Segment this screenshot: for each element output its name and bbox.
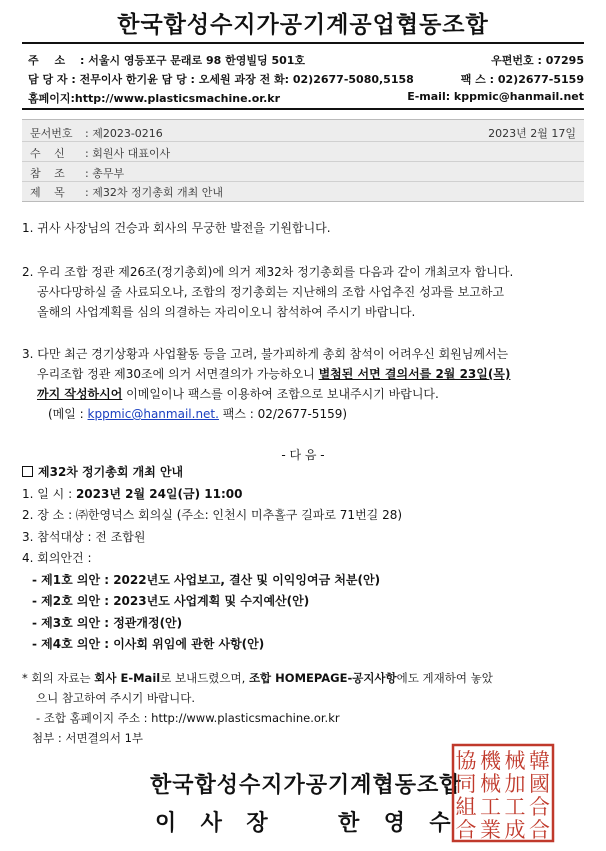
footer-org-name: 한국합성수지가공기계협동조합 [150,772,462,798]
title-rule [22,42,584,44]
paragraph-3-line [22,404,586,424]
doc-number: : 제2023-0216 [85,127,163,140]
doc-number-row [30,125,576,141]
agenda-item: - 제1호 의안 : 2022년도 사업보고, 결산 및 이익잉여금 처분(안) [32,572,381,587]
rep-char: 한 [338,810,360,836]
note-text: 에도 게재하여 놓았 [396,671,493,685]
meeting-details [22,462,586,656]
reference: : 총무부 [85,167,125,180]
mail-label: (메일 : [48,407,88,421]
postal-code: 우편번호 : 07295 [491,54,584,67]
homepage-address[interactable]: - 조합 홈페이지 주소 : http://www.plasticsmachine.or.kr [36,711,340,725]
note-text: * 회의 자료는 [22,671,95,685]
seal-glyph: 韓 [529,749,550,773]
address-line [28,52,584,68]
agenda-item: - 제4호 의안 : 이사회 위임에 관한 사항(안) [32,637,265,651]
rep-char: 영 [383,810,405,836]
header-rule [22,108,584,110]
fax-info: 팩스 : 02/2677-5159) [218,407,348,421]
subject-label: 제 목 [30,186,70,199]
deadline-emphasis: 별첨된 서면 결의서를 2월 23일(목) [318,367,511,381]
paragraph-3-line [22,364,586,384]
seal-glyph: 同 [455,772,477,796]
seal-glyph: 組 [455,795,477,819]
web-line [28,90,584,106]
email-link[interactable]: E-mail: kppmic@hanmail.net [407,90,584,103]
seal-glyph: 工 [480,795,501,819]
submit-instruction: 이메일이나 팩스를 이용하여 조합으로 보내주시기 바랍니다. [122,387,439,401]
notice-box-title [22,462,586,484]
contact-info: 담 당 자 : 전무이사 한기윤 담 당 : 오세원 과장 전 화: 02)2677-5080,5158 [28,73,414,86]
recipient-row [30,145,576,161]
note-bold: 조합 HOMEPAGE-공지사항 [248,671,397,685]
rep-char: 장 [246,810,268,836]
datetime-label: 1. 일 시 : [22,486,76,501]
representative-name [155,806,451,837]
rep-char: 이 [155,810,177,836]
paragraph-3-line [22,384,586,404]
paragraph-2-line: 2. 우리 조합 정관 제26조(정기총회)에 의거 제32차 정기총회를 다음과 같이 개최코자 합니다. [22,265,514,279]
datetime-value: 2023년 2월 24일(금) 11:00 [75,486,243,501]
org-title: 한국합성수지가공기계공업협동조합 [117,11,489,38]
seal-glyph: 成 [504,818,526,842]
attachment-line: 첨부 : 서면결의서 1부 [32,731,144,745]
checkbox-icon [22,466,33,477]
notice-box-title-text: 제32차 정기총회 개최 안내 [38,465,184,479]
seal-glyph: 加 [504,772,526,796]
note-line [22,668,586,688]
recipient: : 회원사 대표이사 [85,147,171,160]
document-info-box [22,119,584,202]
agenda-item: - 제3호 의안 : 정관개정(안) [32,615,183,630]
recipient-label: 수 신 [30,147,70,160]
agenda-item: - 제2호 의안 : 2023년도 사업계획 및 수지예산(안) [32,594,310,608]
doc-number-label: 문서번호 [30,127,73,140]
reference-row [30,165,576,181]
fax-number: 팩 스 : 02)2677-5159 [460,73,584,86]
seal-glyph: 協 [455,749,477,773]
note-bold: 회사 E-Mail [94,671,161,685]
deadline-emphasis-cont: 까지 작성하시어 [37,387,123,401]
agenda-heading: 4. 회의안건 : [22,551,92,565]
meeting-attendees: 3. 참석대상 : 전 조합원 [22,529,146,544]
doc-date: 2023년 2월 17일 [488,127,576,140]
rep-char: 사 [200,810,222,836]
paragraph-2 [22,262,586,322]
seal-glyph: 機 [480,749,501,773]
seal-glyph: 合 [529,818,550,842]
doc-divider [22,141,584,142]
paragraph-2-line: 올해의 사업계획를 심의 의결하는 자리이오니 참석하여 주시기 바랍니다. [37,305,416,319]
notice-heading: - 다 음 - [281,448,325,462]
subject-row [30,184,576,200]
address-label: 주 소 [28,54,72,67]
paragraph-3 [22,344,586,424]
doc-divider [22,161,584,162]
note-text: 로 보내드렸으며, [160,671,249,685]
reference-label: 참 조 [30,167,70,180]
paragraph-3-line: 3. 다만 최근 경기상황과 사업활동 등을 고려, 불가피하게 총회 참석이 어려우신 회원님께서는 [22,347,509,361]
contact-email-link[interactable]: kppmic@hanmail.net. [87,407,219,421]
doc-divider [22,181,584,182]
homepage-link[interactable]: 홈페이지:http://www.plasticsmachine.or.kr [28,92,281,105]
paragraph-1: 1. 귀사 사장님의 건승과 회사의 무궁한 발전을 기원합니다. [22,221,331,235]
meeting-location: 2. 장 소 : ㈜한영넉스 회의실 (주소: 인천시 미추홀구 길파로 71번길 28) [22,508,403,522]
written-resolution-text: 우리조합 정관 제30조에 의거 서면결의가 가능하오니 [37,367,319,381]
official-seal-icon [451,743,555,843]
seal-glyph: 械 [480,772,501,796]
paragraph-2-line: 공사다망하실 줄 사료되오나, 조합의 정기총회는 지난해의 조합 사업추진 성과를 보고하고 [37,285,505,299]
contact-line [28,71,584,87]
seal-glyph: 械 [504,749,526,773]
seal-glyph: 國 [529,772,550,796]
rep-char: 수 [429,810,451,836]
subject: : 제32차 정기총회 개최 안내 [85,186,223,199]
seal-glyph: 合 [529,795,550,819]
seal-glyph: 業 [480,818,501,842]
notes-section [22,668,586,748]
address: : 서울시 영등포구 문래로 98 한영빌딩 501호 [80,54,306,67]
seal-glyph: 工 [504,795,526,819]
note-line: 으니 참고하여 주시기 바랍니다. [36,691,196,705]
meeting-datetime [22,484,586,506]
seal-glyph: 合 [455,818,477,842]
